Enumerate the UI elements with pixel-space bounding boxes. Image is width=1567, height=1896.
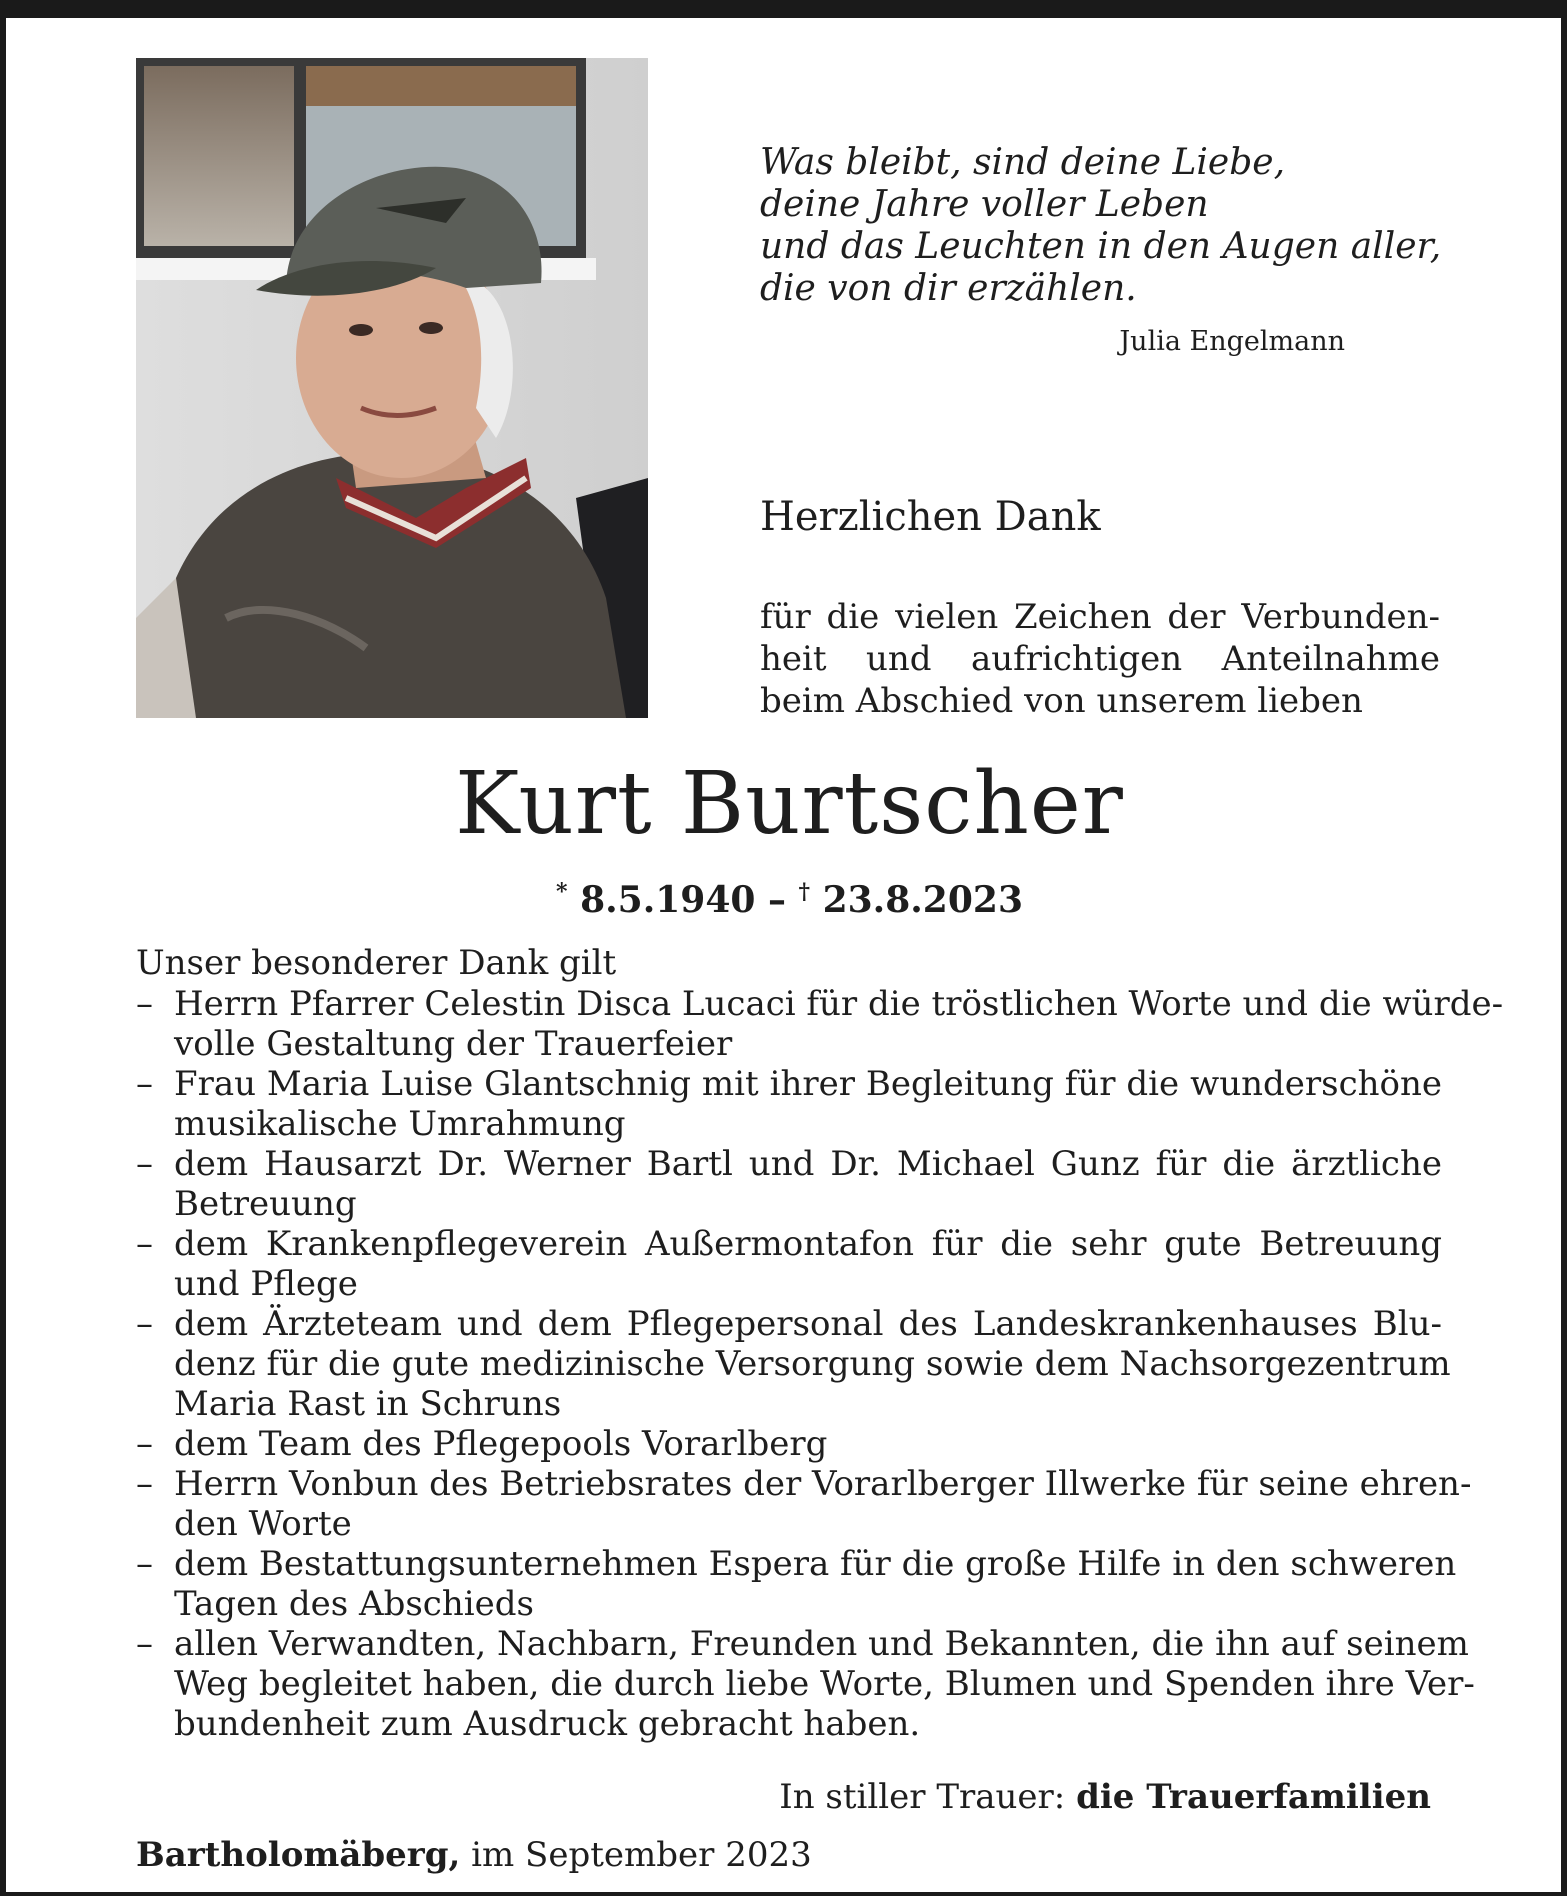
acknowledgement-line: bundenheit zum Ausdruck gebracht haben.: [174, 1704, 921, 1744]
acknowledgement-item: [136, 1144, 1442, 1224]
acknowledgement-item: [136, 1424, 1442, 1464]
acknowledgement-line: denz für die gute medizinische Versorgung sowie dem Nachsorgezentrum: [174, 1344, 1451, 1384]
acknowledgement-line: – allen Verwandten, Nachbarn, Freunden und Bekannten, die ihn auf seinem: [174, 1624, 1469, 1664]
acknowledgement-line: – dem Team des Pflegepools Vorarlberg: [174, 1424, 828, 1464]
birth-symbol: *: [556, 879, 568, 905]
signature: [779, 1776, 1431, 1818]
quote-line: und das Leuchten in den Augen aller,: [760, 226, 1442, 267]
quote-line: die von dir erzählen.: [760, 268, 1137, 309]
acknowledgement-item: [136, 1544, 1457, 1624]
acknowledgement-line: – dem Krankenpflegeverein Außermontafon für die sehr gute Betreuung: [174, 1224, 1442, 1264]
acknowledgements-intro: Unser besonderer Dank gilt: [136, 943, 617, 983]
acknowledgement-item: [136, 1624, 1475, 1744]
acknowledgement-line: Weg begleitet haben, die durch liebe Worte, Blumen und Spenden ihre Ver-: [174, 1664, 1475, 1704]
acknowledgement-item: [136, 1464, 1472, 1544]
acknowledgement-item: [136, 1064, 1442, 1144]
acknowledgement-line: Tagen des Abschieds: [174, 1584, 534, 1624]
acknowledgement-line: und Pflege: [174, 1264, 358, 1304]
death-symbol: †: [798, 879, 811, 905]
acknowledgement-line: volle Gestaltung der Trauerfeier: [174, 1024, 733, 1064]
acknowledgement-line: Betreuung: [174, 1184, 357, 1224]
acknowledgement-line: – Frau Maria Luise Glantschnig mit ihrer Begleitung für die wunderschöne: [174, 1064, 1442, 1104]
place-and-date: [136, 1834, 812, 1876]
acknowledgement-item: [136, 984, 1504, 1064]
acknowledgement-item: [136, 1224, 1442, 1304]
death-date: 23.8.2023: [822, 879, 1023, 921]
acknowledgement-item: [136, 1304, 1451, 1424]
birth-date: 8.5.1940: [580, 879, 756, 921]
acknowledgement-line: – Herrn Pfarrer Celestin Disca Lucaci für die tröstlichen Worte und die würde-: [174, 984, 1504, 1024]
life-dates: [6, 870, 1567, 922]
portrait-photo-image: [136, 58, 648, 718]
place-date: im September 2023: [471, 1835, 812, 1875]
acknowledgements-list: [136, 984, 1504, 1744]
thanks-heading: Herzlichen Dank: [760, 494, 1101, 540]
acknowledgement-line: – Herrn Vonbun des Betriebsrates der Vorarlberger Illwerke für seine ehren-: [174, 1464, 1472, 1504]
thanks-intro-line: für die vielen Zeichen der Verbunden-: [760, 597, 1440, 637]
quote-author: Julia Engelmann: [1119, 326, 1345, 357]
acknowledgement-line: den Worte: [174, 1504, 352, 1544]
thanks-intro-line: heit und aufrichtigen Anteilnahme: [760, 639, 1440, 679]
signature-prefix: In stiller Trauer:: [779, 1777, 1066, 1817]
place-town: Bartholomäberg,: [136, 1835, 461, 1875]
memorial-quote: [760, 142, 1442, 310]
acknowledgement-line: – dem Hausarzt Dr. Werner Bartl und Dr. Michael Gunz für die ärztliche: [174, 1144, 1442, 1184]
acknowledgement-line: Maria Rast in Schruns: [174, 1384, 562, 1424]
deceased-name: Kurt Burtscher: [455, 754, 1124, 854]
acknowledgement-line: – dem Ärzteteam und dem Pflegepersonal des Landeskrankenhauses Blu-: [174, 1304, 1442, 1344]
acknowledgement-line: – dem Bestattungsunternehmen Espera für die große Hilfe in den schweren: [174, 1544, 1457, 1584]
acknowledgement-line: musikalische Umrahmung: [174, 1104, 626, 1144]
quote-line: Was bleibt, sind deine Liebe,: [760, 142, 1286, 183]
thanks-intro-line: beim Abschied von unserem lieben: [760, 681, 1363, 721]
date-separator: –: [767, 879, 786, 921]
thanks-intro: [760, 596, 1440, 722]
signature-family: die Trauerfamilien: [1076, 1777, 1431, 1817]
portrait-photo: [136, 58, 648, 718]
quote-line: deine Jahre voller Leben: [760, 184, 1209, 225]
